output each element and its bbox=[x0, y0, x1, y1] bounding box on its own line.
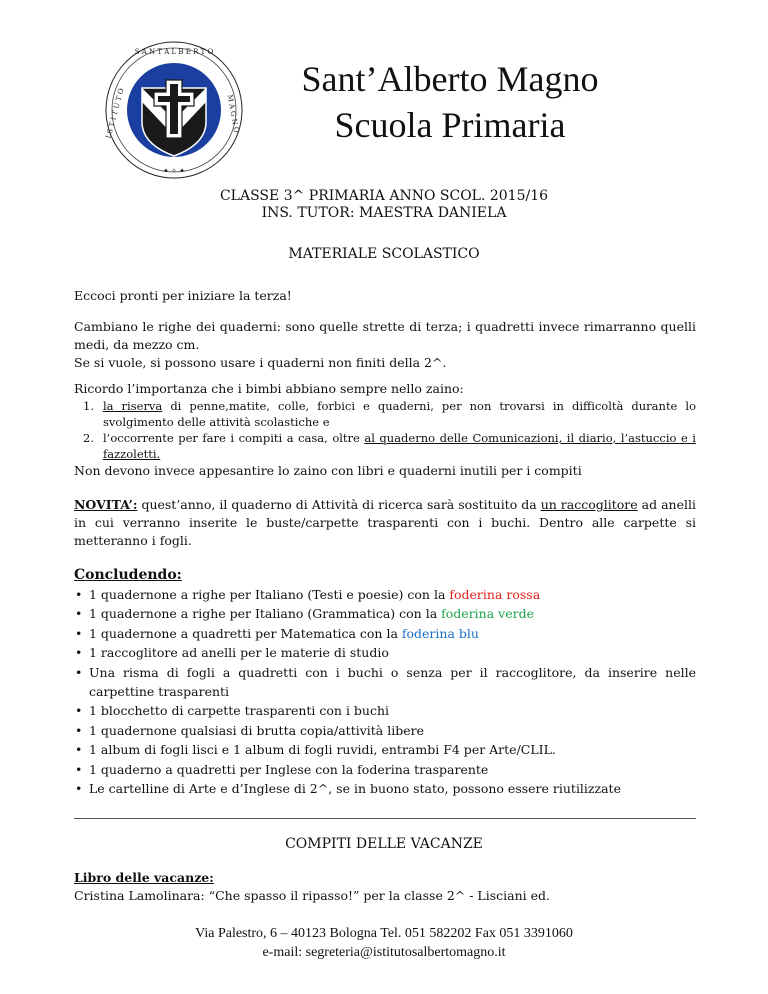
item-text: l’occorrente per fare i compiti a casa, oltre bbox=[103, 431, 365, 445]
concludendo-list bbox=[74, 585, 696, 798]
tutor-line: INS. TUTOR: MAESTRA DANIELA bbox=[261, 205, 507, 221]
intro-text: Eccoci pronti per iniziare la terza! bbox=[74, 288, 292, 303]
svg-text:✦ ✧ ✦: ✦ ✧ ✦ bbox=[162, 167, 186, 175]
item-text: Una risma di fogli a quadretti con i buchi o senza per il raccoglitore, da inserire nelle carpettine trasparenti bbox=[89, 664, 696, 700]
list-item bbox=[74, 585, 696, 604]
school-title bbox=[250, 56, 650, 148]
colored-text-red: foderina rossa bbox=[449, 587, 541, 602]
list-item bbox=[74, 398, 696, 430]
item-text: 1 quadernone a righe per Italiano (Grammatica) con la bbox=[89, 606, 442, 622]
novita-text: ad anelli in cui verranno inserite le buste/carpette trasparenti con i buchi. Dentro alle carpette si metteranno i fogli. bbox=[74, 497, 696, 548]
list-item bbox=[74, 624, 696, 643]
reminder-intro: Ricordo l’importanza che i bimbi abbiano sempre nello zaino: bbox=[74, 381, 464, 396]
libro-text: Cristina Lamolinara: “Che spasso il ripasso!” per la classe 2^ - Lisciani ed. bbox=[74, 888, 550, 903]
concludendo-heading: Concludendo: bbox=[74, 567, 182, 583]
footer bbox=[0, 924, 768, 962]
list-number: 2. bbox=[83, 431, 94, 445]
reminder-after: Non devono invece appesantire lo zaino con libri e quaderni inutili per i compiti bbox=[74, 463, 582, 478]
underlined-text: un raccoglitore bbox=[540, 497, 638, 512]
list-item bbox=[74, 740, 696, 759]
underlined-text: la riserva bbox=[103, 399, 163, 413]
novita-text: quest’anno, il quaderno di Attività di ricerca sarà sostituito da bbox=[137, 497, 541, 512]
class-line: CLASSE 3^ PRIMARIA ANNO SCOL. 2015/16 bbox=[219, 188, 549, 204]
item-text: 1 quadernone a righe per Italiano (Testi e poesie) con la bbox=[89, 587, 450, 602]
item-text: 1 raccoglitore ad anelli per le materie di studio bbox=[89, 645, 389, 661]
svg-text:M A G N O: M A G N O bbox=[225, 93, 241, 134]
novita-paragraph bbox=[74, 496, 696, 550]
list-item bbox=[74, 663, 696, 702]
svg-text:I S T I T U T O: I S T I T U T O bbox=[104, 87, 126, 140]
colored-text-blue: foderina blu bbox=[401, 625, 479, 641]
section-title-compiti: COMPITI DELLE VACANZE bbox=[285, 836, 483, 852]
footer-email: e-mail: segreteria@istitutosalbertomagno.it bbox=[262, 945, 506, 960]
svg-text:S A N T A L B E R T O: S A N T A L B E R T O bbox=[134, 48, 214, 56]
reminder-block bbox=[74, 380, 696, 480]
section-title-materiale: MATERIALE SCOLASTICO bbox=[288, 246, 480, 262]
underlined-text: al quaderno delle Comunicazioni, il diario, l’astuccio e i fazzoletti. bbox=[103, 431, 696, 461]
concludendo-title bbox=[74, 566, 696, 584]
list-number: 1. bbox=[83, 399, 94, 413]
school-name: Sant’Alberto Magno bbox=[301, 59, 599, 99]
concludendo-list-wrap bbox=[74, 585, 696, 798]
item-text: Le cartelline di Arte e d’Inglese di 2^, se in buono stato, possono essere riutilizzate bbox=[89, 781, 621, 797]
libro-block bbox=[74, 869, 696, 905]
reminder-list bbox=[74, 398, 696, 462]
list-item bbox=[74, 721, 696, 740]
class-info bbox=[0, 188, 768, 222]
item-text: di penne,matite, colle, forbici e quaderni, per non trovarsi in difficoltà durante lo svolgimento delle attività scolastiche e bbox=[103, 399, 696, 429]
footer-address: Via Palestro, 6 – 40123 Bologna Tel. 051 582202 Fax 051 3391060 bbox=[195, 926, 573, 941]
list-item bbox=[74, 430, 696, 462]
item-text: 1 quadernone qualsiasi di brutta copia/attività libere bbox=[89, 722, 424, 738]
libro-title: Libro delle vacanze: bbox=[74, 870, 214, 885]
item-text: 1 quaderno a quadretti per Inglese con la foderina trasparente bbox=[89, 761, 489, 777]
paragraph-quaderni bbox=[74, 318, 696, 372]
paragraph-line: Se si vuole, si possono usare i quaderni non finiti della 2^. bbox=[74, 355, 447, 370]
item-text: 1 quadernone a quadretti per Matematica con la bbox=[89, 625, 402, 641]
list-item bbox=[74, 779, 696, 798]
novita-label: NOVITA’: bbox=[74, 497, 138, 512]
list-item bbox=[74, 604, 696, 623]
list-item bbox=[74, 643, 696, 662]
section-divider bbox=[74, 818, 696, 819]
paragraph-line: Cambiano le righe dei quaderni: sono quelle strette di terza; i quadretti invece rimarranno quelli medi, da mezzo cm. bbox=[74, 319, 696, 352]
list-item bbox=[74, 760, 696, 779]
school-logo bbox=[104, 40, 244, 180]
colored-text-green: foderina verde bbox=[441, 606, 534, 622]
list-item bbox=[74, 701, 696, 720]
item-text: 1 blocchetto di carpette trasparenti con i buchi bbox=[89, 703, 390, 719]
school-type: Scuola Primaria bbox=[334, 105, 566, 145]
item-text: 1 album di fogli lisci e 1 album di fogli ruvidi, entrambi F4 per Arte/CLIL. bbox=[89, 742, 556, 758]
